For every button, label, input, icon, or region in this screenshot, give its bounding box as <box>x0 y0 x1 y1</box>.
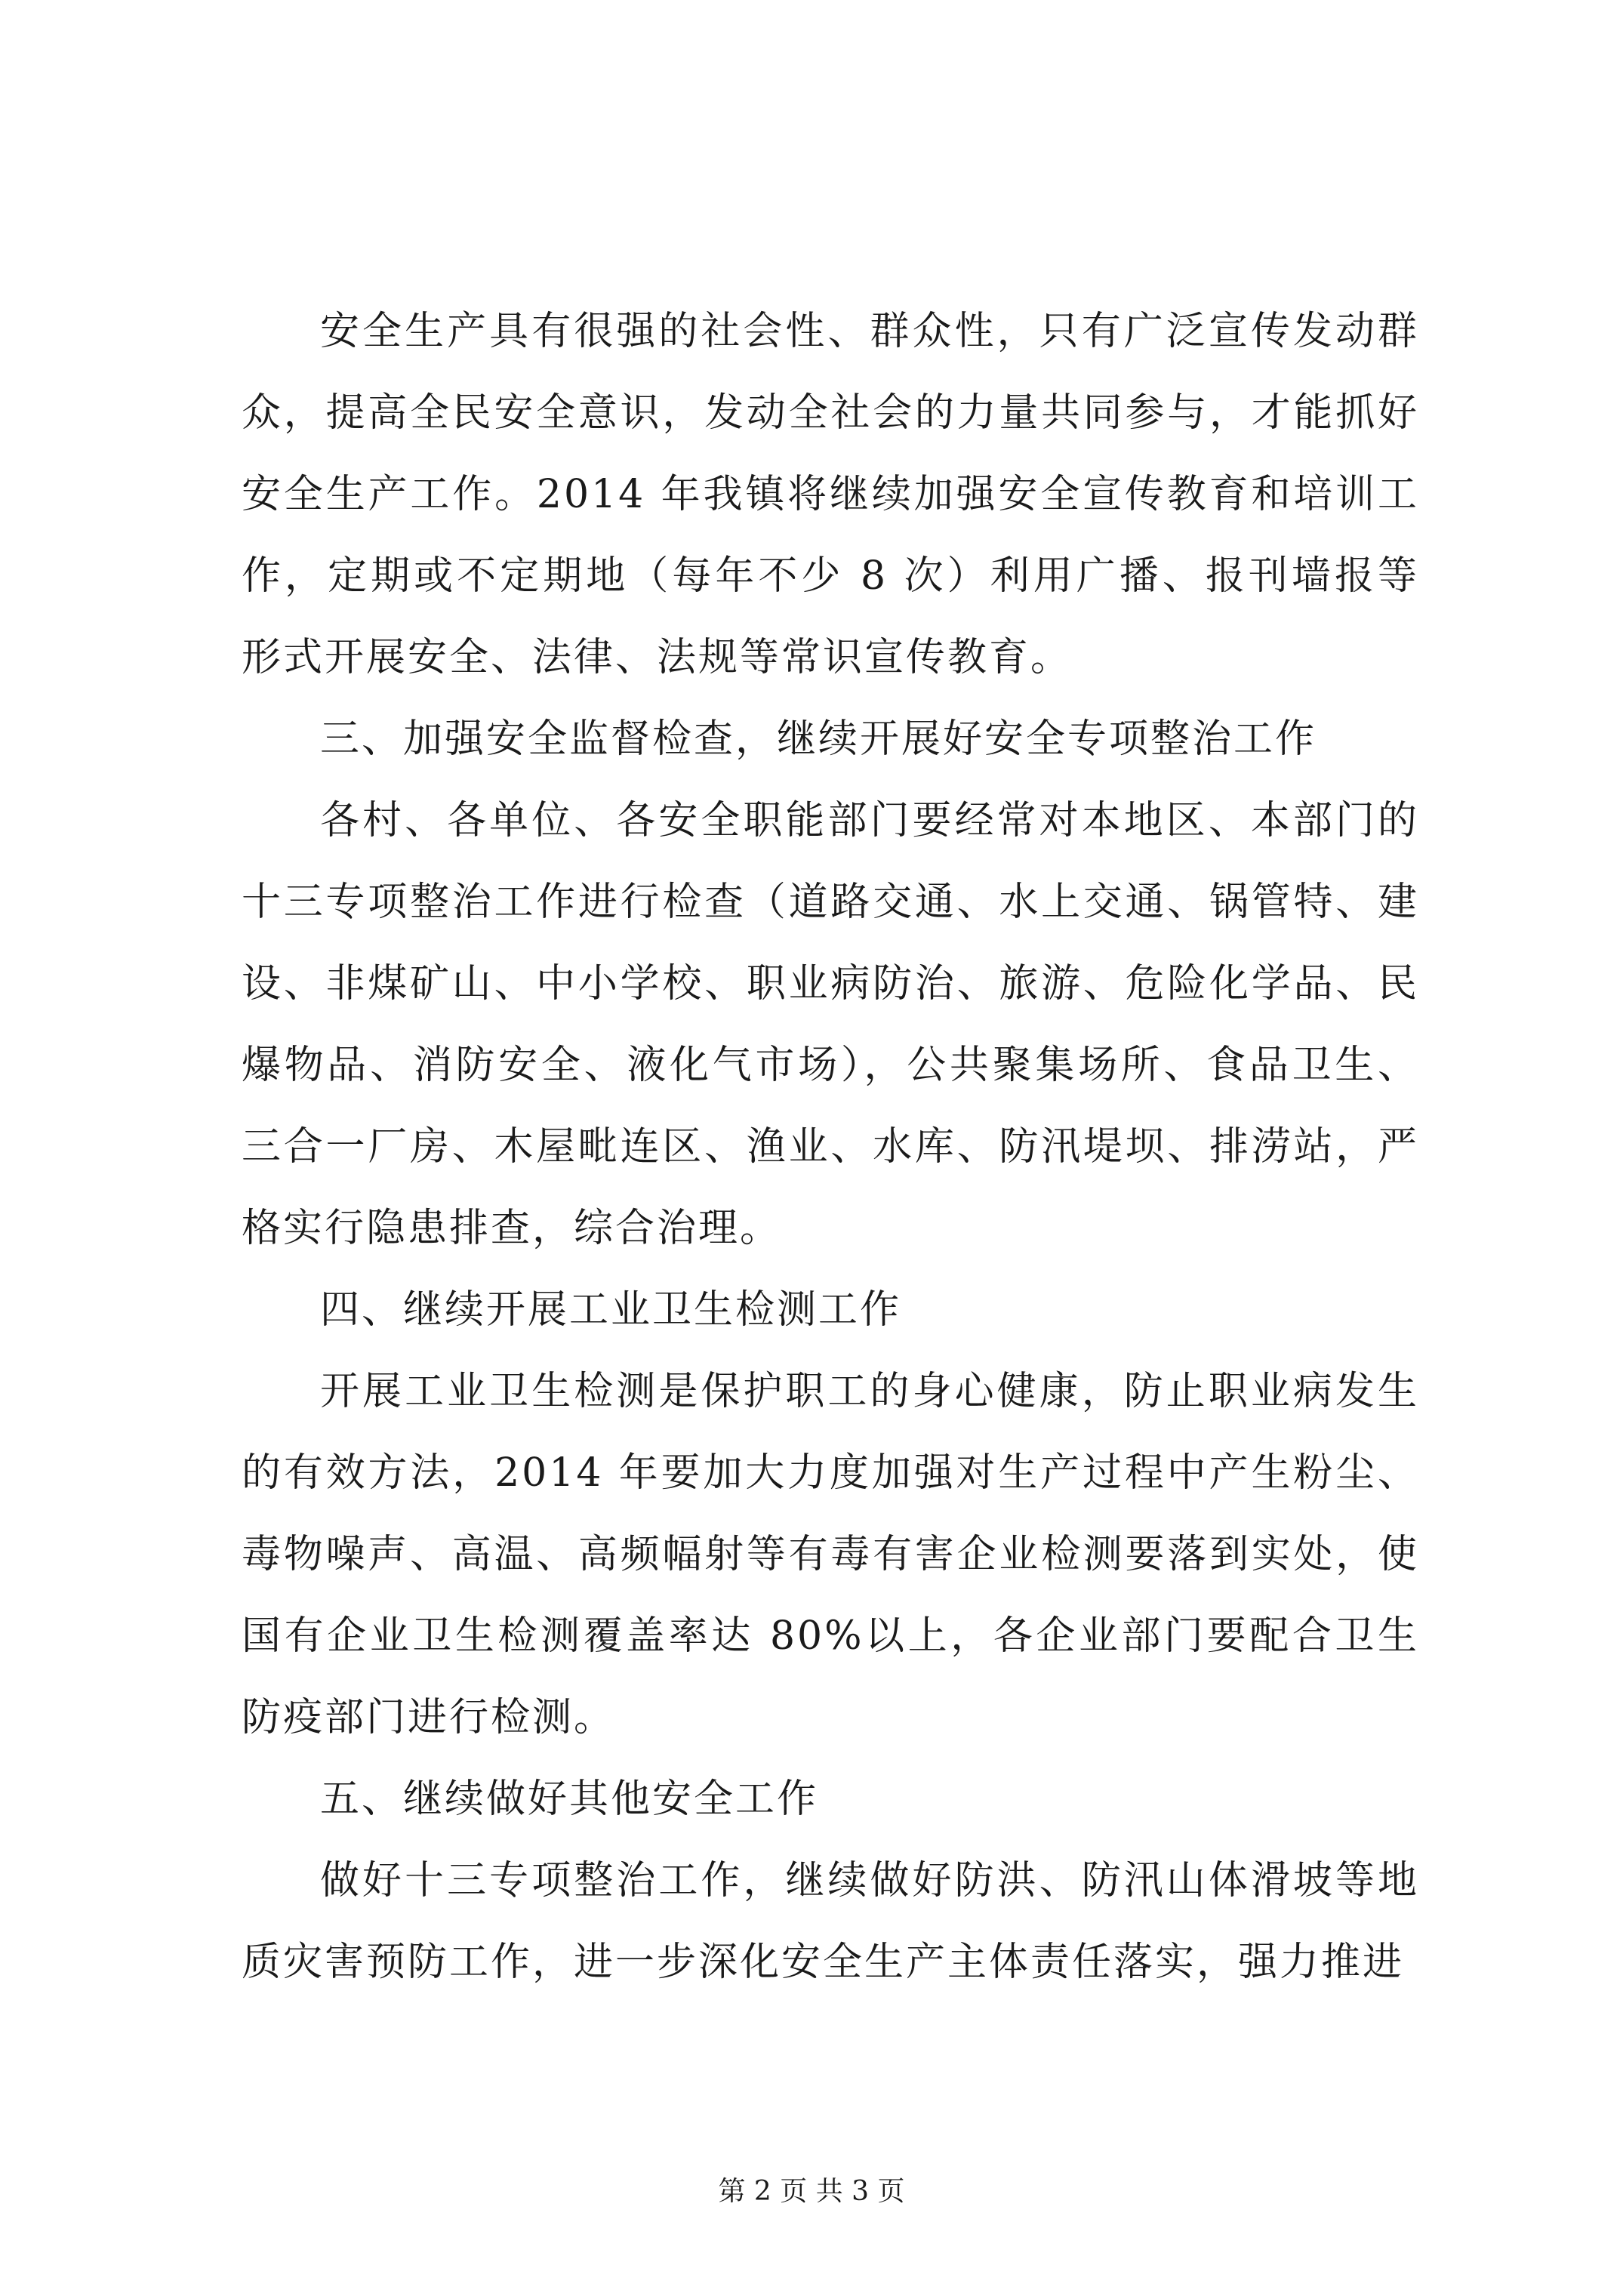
section-heading-4: 四、继续开展工业卫生检测工作 <box>320 1287 902 1333</box>
paragraph-inspection: 各村、各单位、各安全职能部门要经常对本地区、本部门的十三专项整治工作进行检查（道路交通、水上交通、锅管特、建设、非煤矿山、中小学校、职业病防治、旅游、危险化学品、民爆物品、消防安全、液化气市场），公共聚集场所、食品卫生、三合一厂房、木屋毗连区、渔业、水库、防汛堤坝、排涝站，严格实行隐患排查，综合治理。 <box>242 798 1419 1251</box>
paragraph-industrial-hygiene: 开展工业卫生检测是保护职工的身心健康，防止职业病发生的有效方法，2014 年要加大力度加强对生产过程中产生粉尘、毒物噪声、高温、高频幅射等有毒有害企业检测要落到实处，使国有企业卫生检测覆盖率达 80%以上，各企业部门要配合卫生防疫部门进行检测。 <box>242 1369 1419 1740</box>
document-body <box>242 291 1419 2003</box>
page-number-label: 第 2 页 共 3 页 <box>718 2176 905 2207</box>
page-footer <box>0 2173 1623 2211</box>
paragraph-safety-publicity: 安全生产具有很强的社会性、群众性，只有广泛宣传发动群众，提高全民安全意识，发动全社会的力量共同参与，才能抓好安全生产工作。2014 年我镇将继续加强安全宣传教育和培训工作，定期或不定期地（每年不少 8 次）利用广播、报刊墙报等形式开展安全、法律、法规等常识宣传教育。 <box>242 309 1419 680</box>
paragraph-other-safety-work: 做好十三专项整治工作，继续做好防洪、防汛山体滑坡等地质灾害预防工作，进一步深化安全生产主体责任落实，强力推进 <box>242 1858 1419 1985</box>
section-heading-3: 三、加强安全监督检查，继续开展好安全专项整治工作 <box>320 717 1317 762</box>
section-heading-5: 五、继续做好其他安全工作 <box>320 1777 819 1822</box>
